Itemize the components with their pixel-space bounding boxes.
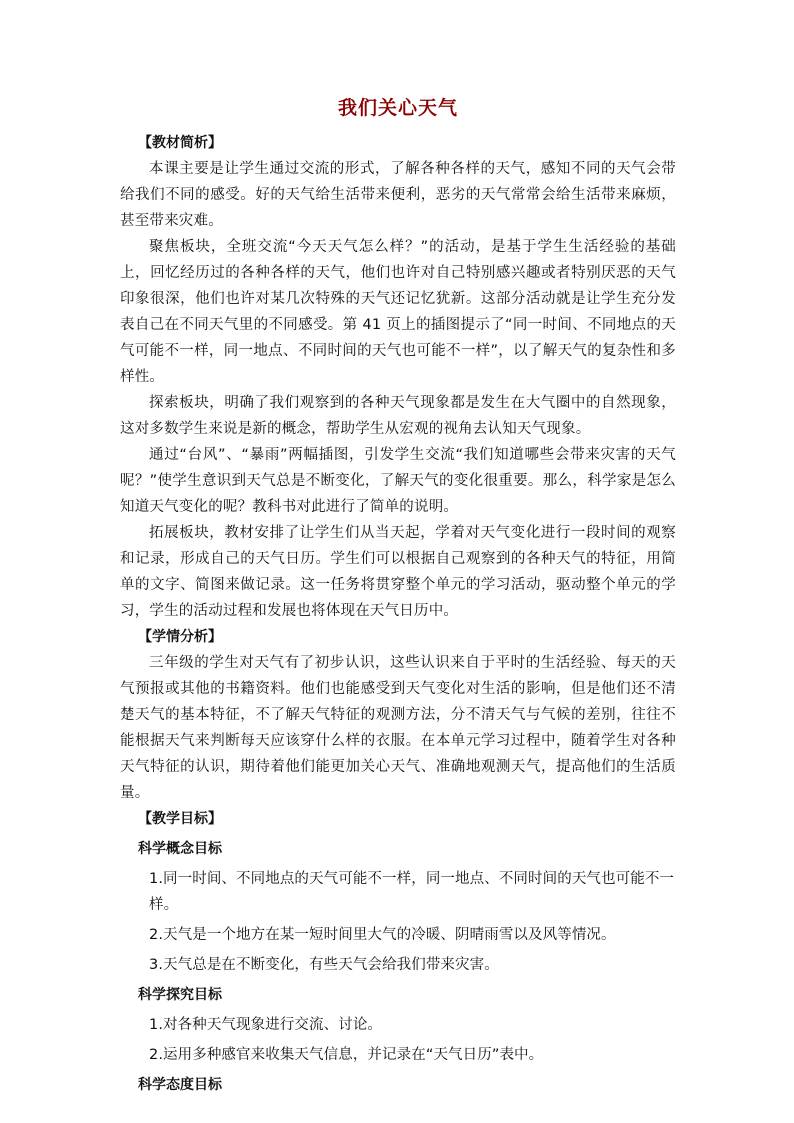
list-item: 1.对各种天气现象进行交流、讨论。: [149, 1017, 383, 1033]
document-title: 我们关心天气: [337, 97, 458, 119]
section-heading-textbook-analysis: 【教材简析】: [138, 135, 222, 151]
list-item: 2.运用多种感官来收集天气信息，并记录在“天气日历”表中。: [149, 1047, 544, 1063]
section-heading-teaching-objectives: 【教学目标】: [138, 811, 222, 827]
list-item: 3.天气总是在不断变化，有些天气会给我们带来灾害。: [149, 957, 499, 973]
subheading-concept-objectives: 科学概念目标: [138, 841, 222, 857]
document-content: [120, 96, 676, 1102]
paragraph: 三年级的学生对天气有了初步认识，这些认识来自于平时的生活经验、每天的天气预报或其他的书籍资料。他们也能感受到天气变化对生活的影响，但是他们还不清楚天气的基本特征，不了解天气特征的观测方法，分不清天气与气候的差别，往往不能根据天气来判断每天应该穿什么样的衣服。在本单元学习过程中，随着学生对各种天气特征的认识，期待着他们能更加关心天气、准确地观测天气，提高他们的生活质量。: [120, 655, 676, 801]
subheading-attitude-objectives: 科学态度目标: [138, 1077, 222, 1093]
paragraph: 聚焦板块，全班交流“今天天气怎么样？”的活动，是基于学生生活经验的基础上，回忆经历过的各种各样的天气，他们也许对自己特别感兴趣或者特别厌恶的天气印象很深，他们也许对某几次特殊的天气还记忆犹新。这部分活动就是让学生充分发表自己在不同天气里的不同感受。第 41 页上的插图提示了“同一时间、不同地点的天气可能不一样，同一地点、不同时间的天气也可能不一样”，以了解天气的复杂性和多样性。: [120, 239, 676, 385]
paragraph: 本课主要是让学生通过交流的形式，了解各种各样的天气，感知不同的天气会带给我们不同的感受。好的天气给生活带来便利，恶劣的天气常常会给生活带来麻烦，甚至带来灾难。: [120, 161, 676, 229]
subheading-inquiry-objectives: 科学探究目标: [138, 987, 222, 1003]
section-heading-learner-analysis: 【学情分析】: [138, 629, 222, 645]
paragraph: 通过“台风”、“暴雨”两幅插图，引发学生交流“我们知道哪些会带来灾害的天气呢？”使学生意识到天气总是不断变化，了解天气的变化很重要。那么，科学家是怎么知道天气变化的呢？教科书对此进行了简单的说明。: [120, 447, 676, 515]
paragraph: 拓展板块，教材安排了让学生们从当天起，学着对天气变化进行一段时间的观察和记录，形成自己的天气日历。学生们可以根据自己观察到的各种天气的特征，用简单的文字、简图来做记录。这一任务将贯穿整个单元的学习活动，驱动整个单元的学习，学生的活动过程和发展也将体现在天气日历中。: [120, 525, 676, 619]
paragraph: 探索板块，明确了我们观察到的各种天气现象都是发生在大气圈中的自然现象，这对多数学生来说是新的概念，帮助学生从宏观的视角去认知天气现象。: [120, 395, 676, 437]
list-item: 2.天气是一个地方在某一短时间里大气的冷暖、阴晴雨雪以及风等情况。: [149, 927, 616, 943]
list-item: 1.同一时间、不同地点的天气可能不一样，同一地点、不同时间的天气也可能不一样。: [149, 871, 675, 913]
